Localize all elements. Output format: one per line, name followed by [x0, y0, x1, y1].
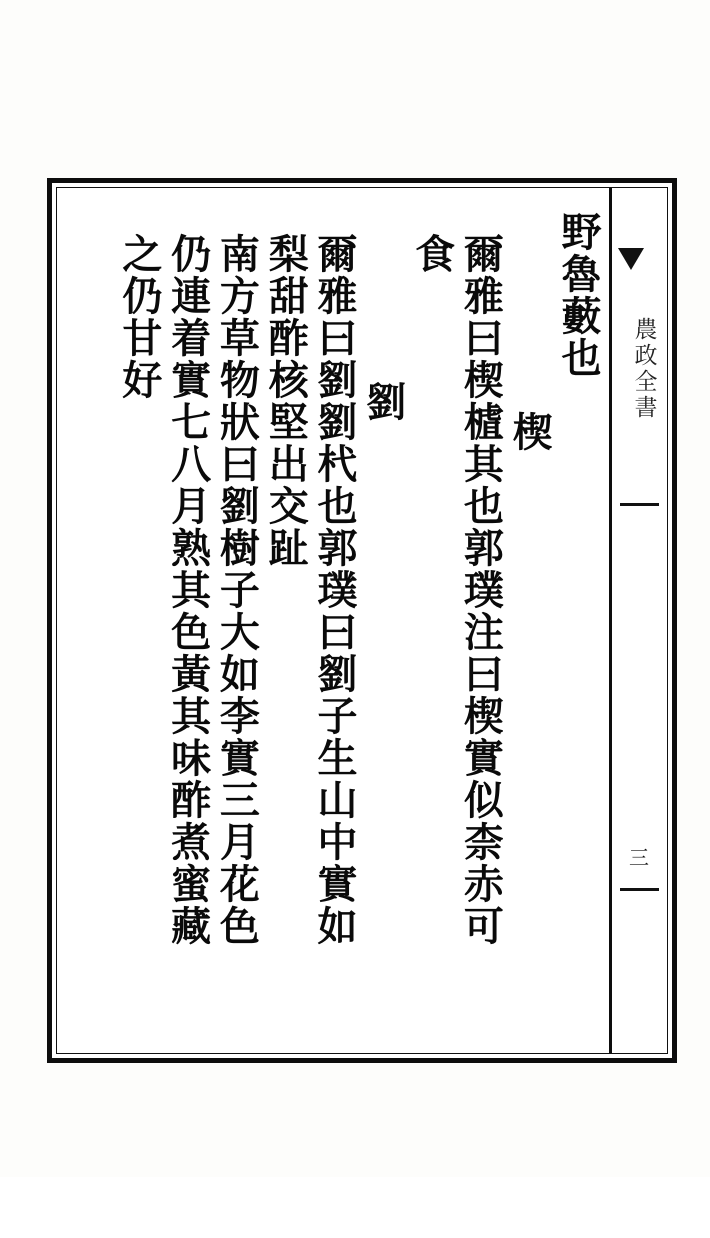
- text-column-10: 之仍甘好: [115, 233, 163, 401]
- center-strip-title: 農政全書: [630, 317, 657, 421]
- center-strip-divider-2: [620, 888, 659, 891]
- text-column-9: 仍連着實七八月熟其色黃其味酢煮蜜藏: [164, 233, 212, 947]
- woodblock-frame: [47, 178, 677, 1063]
- center-strip: [609, 188, 667, 1053]
- text-column-4: 食: [408, 233, 456, 275]
- fishtail-mark-icon: [618, 248, 644, 270]
- text-column-1: 野魯藪也: [555, 211, 602, 379]
- text-column-2-heading-xie: 楔: [506, 411, 554, 453]
- text-column-3: 爾雅曰楔樝其也郭璞注曰楔實似柰赤可: [457, 233, 505, 947]
- center-strip-page-number: 三: [625, 846, 650, 870]
- text-column-5-heading-liu: 劉: [359, 381, 407, 423]
- text-column-8: 南方草物狀曰劉樹子大如李實三月花色: [213, 233, 261, 947]
- text-body: [62, 193, 608, 1048]
- center-strip-divider: [620, 503, 659, 506]
- text-column-7: 梨甜酢核堅出交趾: [262, 233, 310, 569]
- text-column-6: 爾雅曰劉劉杙也郭璞曰劉子生山中實如: [311, 233, 359, 947]
